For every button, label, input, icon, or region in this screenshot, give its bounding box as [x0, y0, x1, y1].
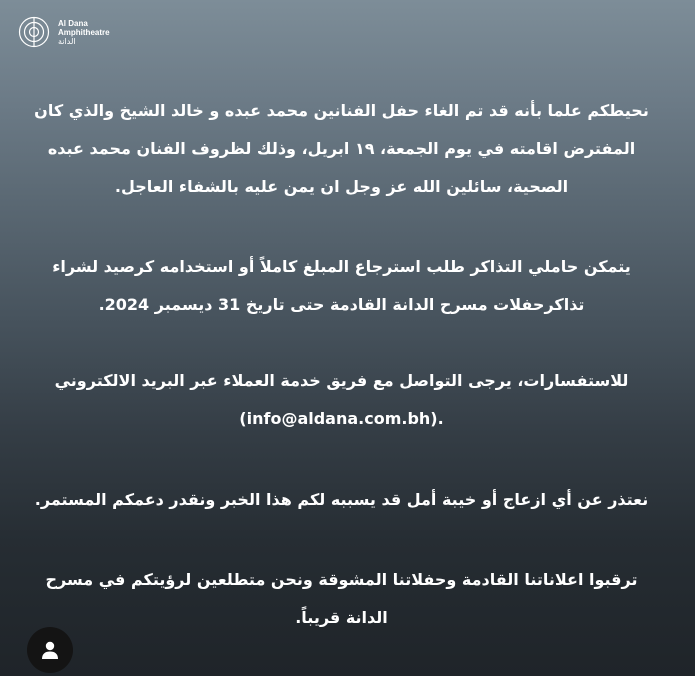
cancellation-paragraph	[14, 92, 669, 206]
profile-avatar-button[interactable]	[27, 627, 73, 673]
refund-paragraph	[14, 248, 669, 324]
concentric-circles-logo-icon	[18, 16, 50, 48]
text-line: نعتذر عن أي ازعاج أو خيبة أمل قد يسببه لكم هذا الخبر ونقدر دعمكم المستمر.	[34, 490, 649, 509]
text-line: يتمكن حاملي التذاكر طلب استرجاع المبلغ كاملاً أو استخدامه كرصيد لشراء	[52, 257, 631, 276]
apology-paragraph	[14, 481, 669, 519]
right-border	[695, 0, 699, 676]
text-line: للاستفسارات، يرجى التواصل مع فريق خدمة العملاء عبر البريد الالكتروني	[54, 371, 629, 390]
text-line: ترقبوا اعلاناتنا القادمة وحفلاتنا المشوقة ونحن متطلعين لرؤيتكم في مسرح	[45, 570, 638, 589]
contact-paragraph	[14, 362, 669, 438]
text-line: تذاكرحفلات مسرح الدانة القادمة حتى تاريخ 31 ديسمبر 2024.	[98, 295, 585, 314]
text-line: نحيطكم علما بأنه قد تم الغاء حفل الفنانين محمد عبده و خالد الشيخ والذي كان	[34, 101, 649, 120]
text-line: الدانة قريباً.	[295, 608, 388, 627]
text-line: المفترض اقامته في يوم الجمعة، ١٩ ابريل، وذلك لظروف الفنان محمد عبده	[47, 139, 636, 158]
logo-name-arabic: الدانة	[58, 36, 76, 46]
user-icon	[40, 640, 60, 660]
logo-name-line2: Amphitheatre	[58, 27, 110, 37]
text-line: الصحية، سائلين الله عز وجل ان يمن عليه بالشفاء العاجل.	[114, 177, 569, 196]
logo-name-line1: Al Dana	[58, 18, 88, 28]
email-text: (info@aldana.com.bh).	[239, 409, 444, 428]
closing-paragraph	[14, 561, 669, 637]
al-dana-logo	[18, 16, 110, 48]
